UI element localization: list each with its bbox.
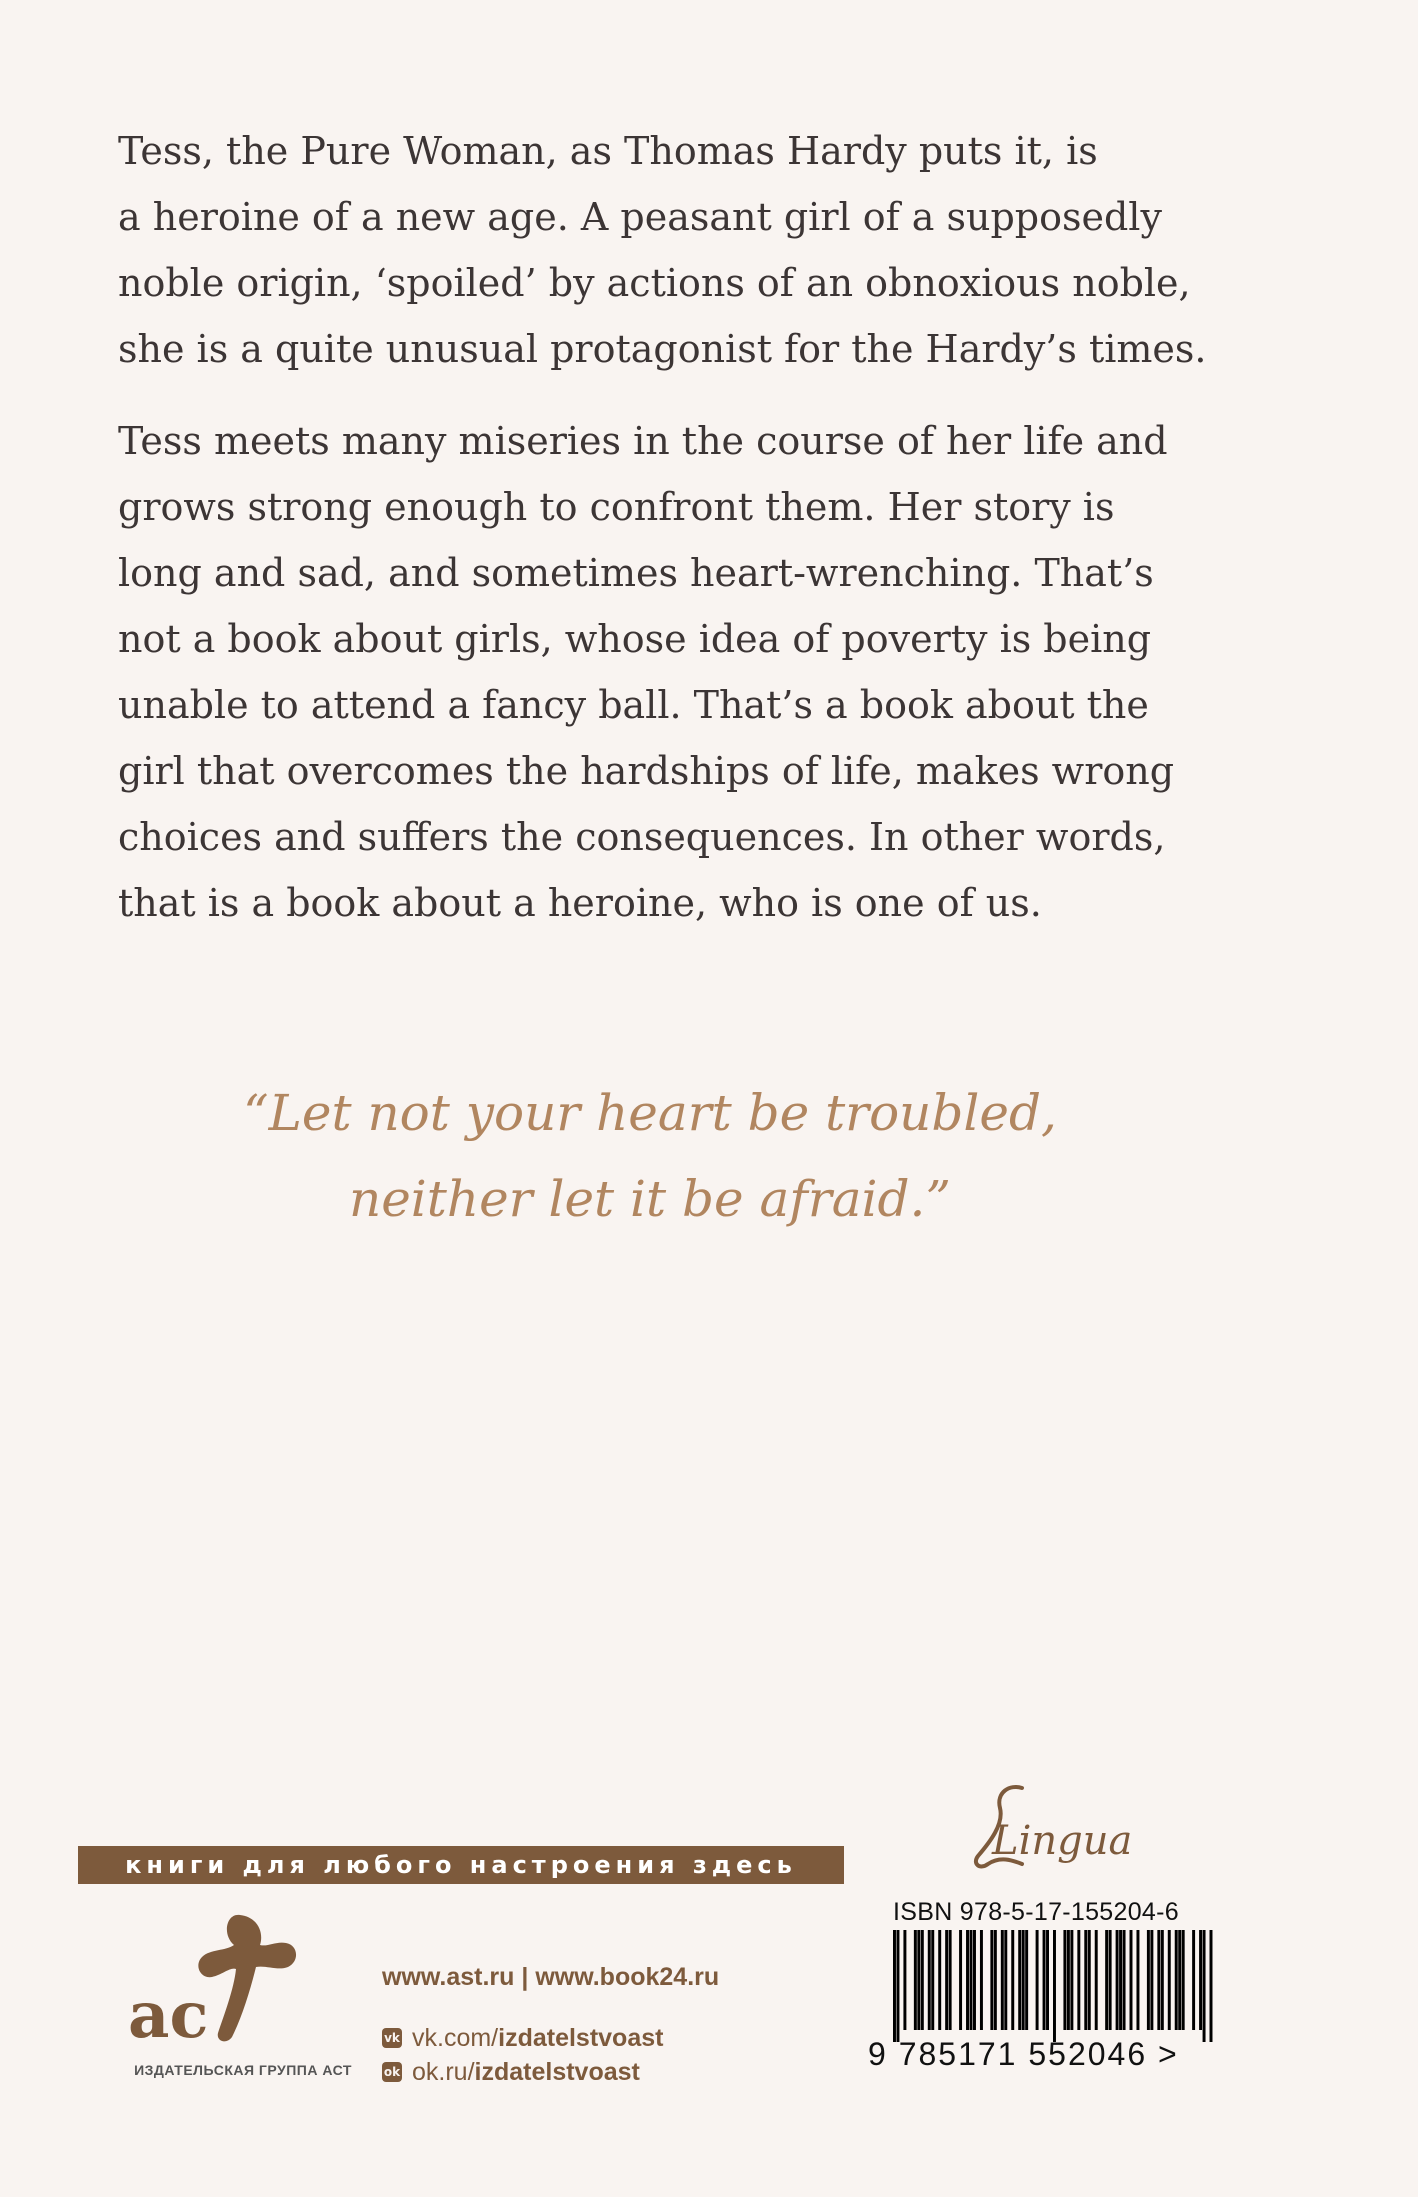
- barcode-bar: [896, 1930, 899, 2042]
- barcode-bar: [1095, 1930, 1098, 2030]
- ok-link[interactable]: [382, 2055, 719, 2089]
- barcode-bar: [1119, 1930, 1122, 2030]
- barcode-bar: [921, 1930, 924, 2030]
- barcode-bar: [1210, 1930, 1213, 2042]
- ast-logo-text: ac: [128, 1978, 209, 2053]
- barcode-bar: [914, 1930, 917, 2030]
- barcode-bar: [966, 1930, 969, 2030]
- epigraph-quote: [0, 1070, 1300, 1242]
- barcode-bar: [990, 1930, 993, 2030]
- ast-logo: [118, 1905, 328, 2055]
- barcode-bar: [1175, 1930, 1178, 2030]
- barcode-bar: [1077, 1930, 1080, 2030]
- barcode-bar: [1043, 1930, 1046, 2030]
- blurb-line: girl that overcomes the hardships of life, makes wrong: [118, 749, 1175, 793]
- barcode-bar: [949, 1930, 952, 2030]
- barcode-bar: [1018, 1930, 1021, 2030]
- barcode-bar: [1088, 1930, 1091, 2030]
- barcode-bar: [1011, 1930, 1014, 2030]
- barcode-bar: [1070, 1930, 1073, 2030]
- barcode-bar: [1161, 1930, 1164, 2030]
- blurb-line: that is a book about a heroine, who is one of us.: [118, 881, 1042, 925]
- publisher-caption: ИЗДАТЕЛЬСКАЯ ГРУППА АСТ: [134, 2062, 352, 2078]
- barcode-bar: [1136, 1930, 1139, 2030]
- vk-icon: vk: [382, 2028, 402, 2048]
- barcode-bar: [928, 1930, 931, 2030]
- blurb-line: Tess, the Pure Woman, as Thomas Hardy puts it, is: [118, 129, 1098, 173]
- blurb-paragraph-1: [118, 118, 1248, 382]
- barcode-bar: [893, 1930, 896, 2042]
- ok-link-handle: izdatelstvoast: [474, 2057, 640, 2086]
- barcode-bar: [973, 1930, 976, 2030]
- tagline-banner: книги для любого настроения здесь: [78, 1846, 844, 1884]
- blurb-line: Tess meets many miseries in the course of her life and: [118, 419, 1168, 463]
- blurb-line: she is a quite unusual protagonist for the Hardy’s times.: [118, 327, 1207, 371]
- blurb-text: [118, 118, 1248, 936]
- barcode-bar: [1105, 1930, 1108, 2030]
- barcode-bar: [945, 1930, 948, 2030]
- website-links[interactable]: www.ast.ru | www.book24.ru: [382, 1963, 720, 1991]
- barcode-bar: [1001, 1930, 1004, 2030]
- blurb-line: unable to attend a fancy ball. That’s a book about the: [118, 683, 1149, 727]
- barcode-bar: [1130, 1930, 1133, 2030]
- barcode-bar: [1150, 1930, 1153, 2030]
- barcode-bar: [938, 1930, 941, 2030]
- blurb-line: not a book about girls, whose idea of poverty is being: [118, 617, 1152, 661]
- barcode-bar: [1199, 1930, 1202, 2030]
- barcode-bar: [1084, 1930, 1087, 2030]
- barcode-bar: [1123, 1930, 1126, 2030]
- barcode-bar: [903, 1930, 906, 2030]
- vk-link-prefix: vk.com/: [412, 2023, 499, 2052]
- barcode-bar: [1067, 1930, 1070, 2030]
- publisher-links: [382, 1963, 719, 2089]
- blurb-line: long and sad, and sometimes heart-wrenching. That’s: [118, 551, 1154, 595]
- barcode-bar: [1192, 1930, 1195, 2030]
- barcode-bar: [1157, 1930, 1160, 2030]
- barcode-bar: [1025, 1930, 1028, 2030]
- quote-line-2: neither let it be afraid.”: [349, 1170, 951, 1228]
- barcode-bar: [970, 1930, 973, 2030]
- barcode-bar: [931, 1930, 934, 2030]
- barcode-bar: [1022, 1930, 1025, 2030]
- blurb-line: grows strong enough to confront them. Her story is: [118, 485, 1115, 529]
- barcode-bar: [1046, 1930, 1049, 2030]
- barcode-bar: [917, 1930, 920, 2030]
- barcode-bar: [1178, 1930, 1181, 2030]
- blurb-line: choices and suffers the consequences. In other words,: [118, 815, 1166, 859]
- lingua-logo: [960, 1780, 1140, 1875]
- barcode-bar: [1004, 1930, 1007, 2030]
- barcode-bar: [994, 1930, 997, 2030]
- ok-link-prefix: ok.ru/: [412, 2057, 475, 2086]
- ok-icon: ok: [382, 2062, 402, 2082]
- isbn-label: ISBN 978-5-17-155204-6: [893, 1898, 1179, 1926]
- barcode-bar: [1036, 1930, 1039, 2030]
- barcode-bar: [1168, 1930, 1171, 2030]
- barcode-bar: [1116, 1930, 1119, 2030]
- barcode-bar: [1203, 1930, 1206, 2042]
- social-links: [382, 2021, 719, 2089]
- barcode-bar: [1147, 1930, 1150, 2030]
- barcode: [893, 1930, 1213, 2042]
- blurb-paragraph-2: [118, 408, 1248, 936]
- blurb-line: noble origin, ‘spoiled’ by actions of an obnoxious noble,: [118, 261, 1191, 305]
- barcode-bar: [1053, 1930, 1056, 2042]
- barcode-bar: [1063, 1930, 1066, 2030]
- barcode-bar: [980, 1930, 983, 2030]
- vk-link-handle: izdatelstvoast: [498, 2023, 664, 2052]
- barcode-bar: [959, 1930, 962, 2030]
- lingua-logo-text: Lingua: [992, 1818, 1133, 1864]
- quote-line-1: “Let not your heart be troubled,: [243, 1084, 1057, 1142]
- vk-link[interactable]: [382, 2021, 719, 2055]
- barcode-digits: 9 785171 552046 >: [868, 2036, 1179, 2072]
- barcode-bar: [1182, 1930, 1185, 2030]
- barcode-bar: [1109, 1930, 1112, 2030]
- blurb-line: a heroine of a new age. A peasant girl of a supposedly: [118, 195, 1162, 239]
